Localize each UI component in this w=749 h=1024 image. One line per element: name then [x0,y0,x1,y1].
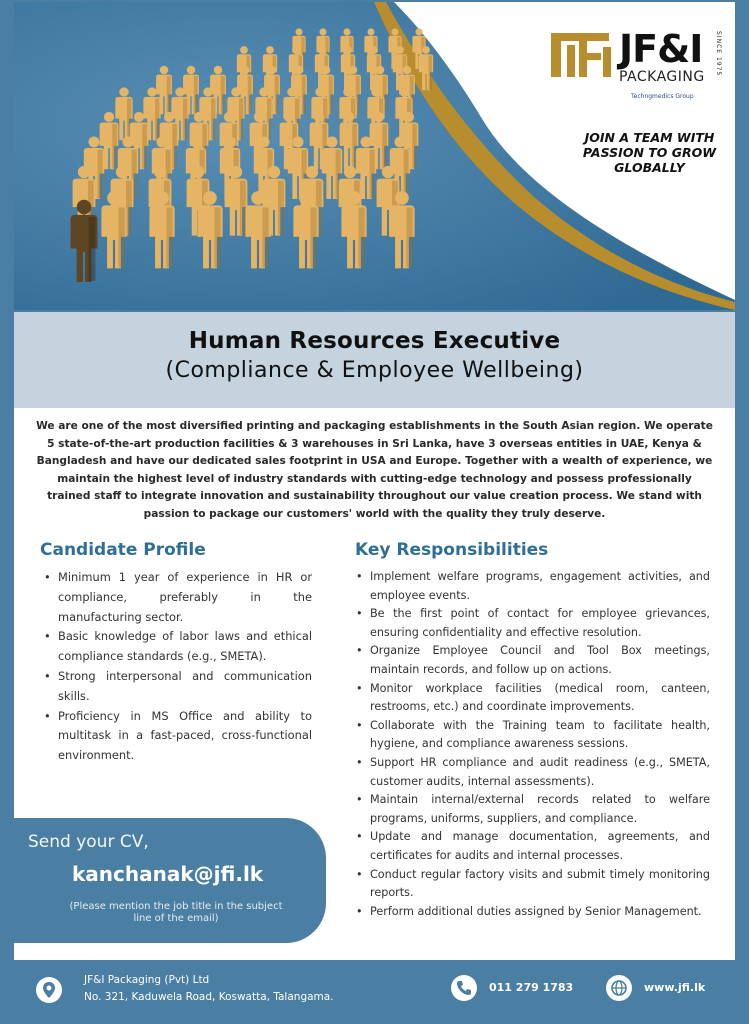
key-responsibilities-list [354,568,710,921]
logo-packaging-text: PACKAGING [619,69,705,85]
hero-banner [14,2,735,310]
footer-address: No. 321, Kaduwela Road, Koswatta, Talangama. [84,991,334,1003]
send-cv-box [14,818,326,943]
key-responsibilities-item: • Conduct regular factory visits and submit timely monitoring reports. [354,866,710,903]
cv-email-note: (Please mention the job title in the subject line of the email) [69,901,283,924]
candidate-profile-list [42,568,312,766]
key-responsibilities-item: • Maintain internal/external records related to welfare programs, uniforms, suppliers, and compliance. [354,791,710,828]
logo-group-text: Techngmedics Group [631,93,694,100]
content-panel [14,408,735,960]
key-responsibilities-item: • Monitor workplace facilities (medical room, canteen, restrooms, etc.) and coordinate improvements. [354,680,710,717]
key-responsibilities-item: • Implement welfare programs, engagement activities, and employee events. [354,568,710,605]
candidate-profile-heading: Candidate Profile [40,540,206,560]
footer-company-name: JF&I Packaging (Pvt) Ltd [84,974,210,986]
location-pin-icon [36,977,62,1003]
logo-brand-text: JF&I [619,27,703,71]
globe-icon [606,975,632,1001]
footer-address-block [84,972,334,1006]
company-logo [549,27,729,107]
job-title-band [14,312,735,408]
job-title: Human Resources Executive [188,328,561,354]
phone-icon [451,975,477,1001]
key-responsibilities-item: • Organize Employee Council and Tool Box meetings, maintain records, and follow up on actions. [354,642,710,679]
candidate-profile-item: • Basic knowledge of labor laws and ethical compliance standards (e.g., SMETA). [42,627,312,667]
logo-since-text: SINCE 1975 [715,31,722,77]
cv-email-link[interactable]: kanchanak@jfi.lk [72,862,264,886]
footer [14,960,735,1024]
footer-phone[interactable]: 011 279 1783 [489,981,574,994]
key-responsibilities-heading: Key Responsibilities [355,540,549,560]
key-responsibilities-item: • Be the first point of contact for employee grievances, ensuring confidentiality and effective resolution. [354,605,710,642]
candidate-profile-item: • Strong interpersonal and communication skills. [42,667,312,707]
candidate-profile-item: • Proficiency in MS Office and ability to multitask in a fast-paced, cross-functional environment. [42,707,312,766]
key-responsibilities-item: • Perform additional duties assigned by Senior Management. [354,903,710,922]
tagline: JOIN A TEAM WITH PASSION TO GROW GLOBALLY [582,130,717,175]
send-cv-label: Send your CV, [28,832,149,852]
key-responsibilities-item: • Update and manage documentation, agreements, and certificates for audits and internal processes. [354,828,710,865]
key-responsibilities-item: • Collaborate with the Training team to facilitate health, hygiene, and compliance awareness sessions. [354,717,710,754]
footer-website[interactable]: www.jfi.lk [644,981,706,994]
jfi-logo-mark-icon [549,29,615,89]
job-subtitle: (Compliance & Employee Wellbeing) [165,358,584,383]
candidate-profile-item: • Minimum 1 year of experience in HR or compliance, preferably in the manufacturing sector. [42,568,312,627]
key-responsibilities-item: • Support HR compliance and audit readiness (e.g., SMETA, customer audits, internal assessments). [354,754,710,791]
company-intro: We are one of the most diversified printing and packaging establishments in the South Asian region. We operate 5 state-of-the-art production facilities & 3 warehouses in Sri Lanka, have 3 overseas entities in UAE, Kenya & Bangladesh and have our dedicated sales footprint in USA and Europe. Together with a wealth of experience, we maintain the highest level of industry standards with cutting-edge technology and possess professionally trained staff to integrate innovation and sustainability throughout our value creation process. We stand with passion to package our customers' world with the quality they truly deserve. [36,420,713,520]
